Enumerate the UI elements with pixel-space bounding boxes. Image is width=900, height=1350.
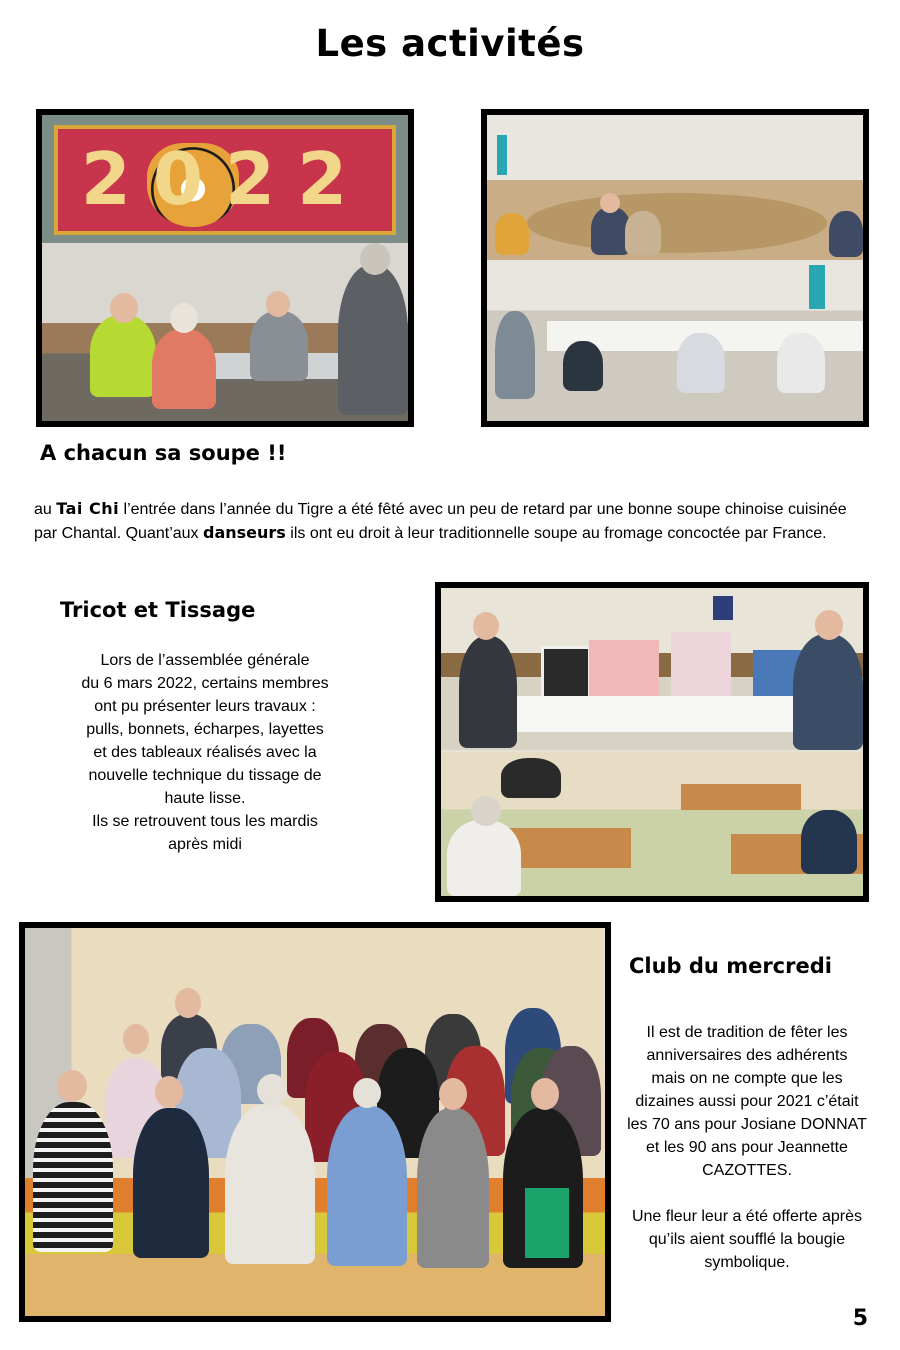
banner-year: 2022 [80, 137, 370, 221]
club-line: les 70 ans pour Josiane DONNAT [627, 1116, 867, 1133]
tricot-line: haute lisse. [164, 790, 246, 807]
club-line: mais on ne compte que les [651, 1070, 843, 1087]
tricot-line: Lors de l’assemblée générale [100, 652, 310, 669]
club-line: dizaines aussi pour 2021 c’était [635, 1093, 859, 1110]
soupe-text-3: ils ont eu droit à leur traditionnelle soupe au fromage concoctée par France. [285, 525, 827, 542]
club-paragraph [608, 1021, 886, 1274]
tricot-line: pulls, bonnets, écharpes, layettes [86, 721, 324, 738]
section-heading-tricot: Tricot et Tissage [60, 598, 256, 622]
year-of-tiger-banner [54, 125, 396, 235]
tricot-line: et des tableaux réalisés avec la [93, 744, 317, 761]
tricot-line: nouvelle technique du tissage de [88, 767, 322, 784]
tricot-line: du 6 mars 2022, certains membres [81, 675, 329, 692]
page-number: 5 [852, 1306, 868, 1331]
club-line: symbolique. [704, 1254, 790, 1271]
section-heading-soupe: A chacun sa soupe !! [40, 441, 287, 465]
soupe-text-danseurs: danseurs [203, 523, 286, 542]
club-line: CAZOTTES. [702, 1162, 792, 1179]
club-line: et les 90 ans pour Jeannette [646, 1139, 848, 1156]
page-title: Les activités [315, 22, 585, 65]
photo-club-group [19, 922, 611, 1322]
soupe-paragraph [34, 497, 874, 545]
soupe-text-tai-chi: Tai Chi [56, 499, 120, 518]
club-line: anniversaires des adhérents [646, 1047, 848, 1064]
tricot-paragraph [40, 649, 370, 856]
tricot-line: ont pu présenter leurs travaux : [94, 698, 316, 715]
photo-tricot-tissage [435, 582, 869, 902]
soupe-text-2: l’entrée dans l’année du Tigre a été fêté avec un peu de retard par une bonne soupe chinoise cuisinée par Chantal. Quant’aux [34, 501, 847, 542]
photo-dancers [481, 109, 869, 427]
club-line: qu’ils aient soufflé la bougie [648, 1231, 846, 1248]
club-line: Il est de tradition de fêter les [646, 1024, 848, 1041]
tricot-line: après midi [168, 836, 242, 853]
section-heading-club: Club du mercredi [629, 954, 832, 978]
club-line: Une fleur leur a été offerte après [631, 1208, 863, 1225]
soupe-text-1: au [34, 501, 57, 518]
photo-tai-chi-soup [36, 109, 414, 427]
tricot-line: Ils se retrouvent tous les mardis [92, 813, 318, 830]
